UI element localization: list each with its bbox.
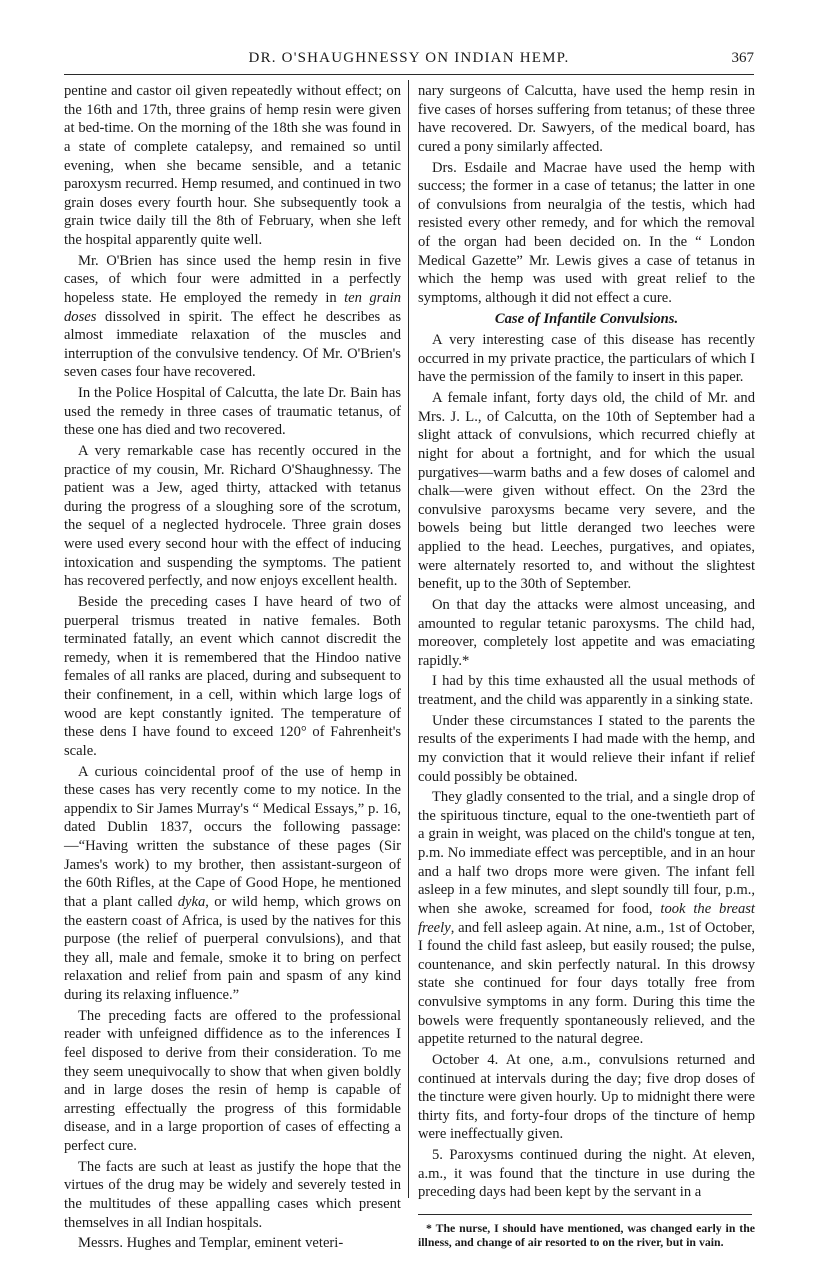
running-head: DR. O'SHAUGHNESSY ON INDIAN HEMP. — [248, 50, 570, 66]
paragraph-continued-case: pentine and castor oil given repeatedly without effect; on the 16th and 17th, three grains of hemp resin were given at bed-time. On the morning of the 18th she was found in a state of complete catalepsy, and remained so until evening, when she became sensible, and a tetanic paroxysm recurred. Hemp resumed, and continued in two grain doses every fourth hour. She subsequently took a grain twice daily till the 8th of February, when she left the hospital apparently quite well. — [64, 83, 401, 248]
paragraph-stated-to-parents: Under these circumstances I stated to the parents the results of the experiments I had made with the hemp, and my conviction that it would relieve their infant if relief could possibly be obtained. — [418, 712, 755, 785]
column-divider — [408, 80, 409, 1198]
paragraph-interesting-case: A very interesting case of this disease has recently occurred in my private practice, the particulars of which I have the permission of the family to insert in this paper. — [418, 332, 755, 386]
paragraph-remarkable-case: A very remarkable case has recently occured in the practice of my cousin, Mr. Richard O'Shaughnessy. The patient was a Jew, aged thirty, attacked with tetanus during the progress of a sloughing sore of the scrotum, the sequel of a neglected hydrocele. Three grain doses were used every second hour with the effect of inducing intoxication and suspending the symptoms. The patient has recovered perfectly, and now enjoys excellent health. — [64, 442, 401, 590]
left-column — [64, 82, 401, 1253]
page-number: 367 — [731, 50, 754, 66]
paragraph-veterinary-cont: nary surgeons of Calcutta, have used the hemp resin in five cases of horses suffering from tetanus; of these three have recovered. Dr. Sawyers, of the medical board, has cured a pony similarly affected. — [418, 83, 755, 155]
paragraph-obrien-cases: Mr. O'Brien has since used the hemp resin in five cases, of which four were admitted in a perfectly hopeless state. He employed the remedy in ten grain doses dissolved in spirit. The effect he describes as almost immediate relaxation of the muscles and interruption of the convulsive tendency. Of Mr. O'Brien's seven cases four have recovered. — [64, 252, 401, 381]
paragraph-female-infant: A female infant, forty days old, the child of Mr. and Mrs. J. L., of Calcutta, on the 10th of September had a slight attack of convulsions, which recurred chiefly at night for about a fortnight, and for which the usual purgatives—warm baths and a few doses of calomel and chalk—were given without effect. On the 23rd the convulsive paroxysms became very severe, and the bowels being but little deranged two leeches were applied to the head. Leeches, purgatives, and opiates, were alternately resorted to, and without the slightest benefit, up to the 30th of September. — [418, 390, 755, 593]
paragraph-preceding-facts: The preceding facts are offered to the professional reader with unfeigned diffidence as to the inferences I feel disposed to derive from their consideration. To me they seem unequivocally to show that when given boldly and in large doses the resin of hemp is capable of arresting effectually the progress of this formidable disease, and in a large proportion of cases of effecting a perfect cure. — [64, 1007, 401, 1154]
paragraph-attacks-unceasing: On that day the attacks were almost unceasing, and amounted to regular tetanic paroxysms. The child had, moreover, completely lost appetite and was emaciating rapidly.* — [418, 596, 755, 669]
paragraph-exhausted-methods: I had by this time exhausted all the usual methods of treatment, and the child was apparently in a sinking state. — [418, 673, 755, 708]
paragraph-veterinary-start: Messrs. Hughes and Templar, eminent veteri- — [78, 1235, 344, 1252]
paragraph-october-5: 5. Paroxysms continued during the night. At eleven, a.m., it was found that the tincture in use during the preceding days had been kept by the servant in a — [418, 1147, 755, 1201]
emphasis-dyka: dyka — [177, 893, 206, 910]
footnote-rule — [418, 1214, 752, 1215]
emphasis-took-the-breast: took the breast freely — [418, 900, 755, 936]
page-header — [64, 48, 754, 75]
paragraph-police-hospital: In the Police Hospital of Calcutta, the late Dr. Bain has used the remedy in three cases of traumatic tetanus, of these one has died and two recovered. — [64, 385, 401, 439]
footnote: * The nurse, I should have mentioned, was changed early in the illness, and change of air resorted to on the river, but in vain. — [418, 1220, 755, 1249]
paragraph-coincidental-proof: A curious coincidental proof of the use of hemp in these cases has very recently come to my notice. In the appendix to Sir James Murray's “ Medical Essays,” p. 16, dated Dublin 1837, occurs the following passage:—“Having written the substance of these pages (Sir James's work) to my brother, then assistant-surgeon of the 60th Rifles, at the Cape of Good Hope, he mentioned that a plant called dyka, or wild hemp, which grows on the eastern coast of Africa, is used by the natives for this purpose (the relief of puerperal convulsions), and that they all, male and female, smoke it to bring on perfect relaxation and relief from pain and spasm of any kind during its relaxing influence.” — [64, 763, 401, 1003]
right-column — [418, 82, 755, 1249]
paragraph-facts-hope: The facts are such at least as justify the hope that the virtues of the drug may be widely and severely tested in the multitudes of these appalling cases which present themselves in all Indian hospitals. — [64, 1158, 401, 1231]
paragraph-trial: They gladly consented to the trial, and a single drop of the spirituous tincture, equal to the one-twentieth part of a grain in weight, was placed on the child's tongue at ten, p.m. No immediate effect was perceptible, and in an hour and a half two drops more were given. The infant fell asleep in a few minutes, and slept soundly till four, p.m., when she awoke, screamed for food, took the breast freely, and fell asleep again. At nine, a.m., 1st of October, I found the child fast asleep, but easily roused; the pulse, countenance, and skin perfectly natural. In this drowsy state she continued for four days totally free from convulsive symptoms in any form. During this time the bowels were frequently spontaneously relieved, and the appetite returned to the natural degree. — [418, 789, 755, 1048]
paragraph-puerperal-trismus: Beside the preceding cases I have heard of two of puerperal trismus treated in native females. Both terminated fatally, an event which cannot discredit the remedy, when it is remembered that the Hindoo native females of all ranks are placed, during and subsequent to their confinement, in a cell, within which large logs of wood are kept constantly ignited. The temperature of these dens I have found to exceed 120° of Fahrenheit's scale. — [64, 593, 401, 759]
paragraph-october-4: October 4. At one, a.m., convulsions returned and continued at intervals during the day; five drop doses of the tincture were given hourly. Up to midnight there were thirty fits, and forty-four drops of the tincture of hemp were ineffectually given. — [418, 1051, 755, 1143]
section-heading: Case of Infantile Convulsions. — [494, 310, 679, 327]
emphasis-ten-grain-doses: ten grain doses — [64, 289, 401, 325]
paragraph-esdaile-macrae: Drs. Esdaile and Macrae have used the hemp with success; the former in a case of tetanus; the latter in one of convulsions from neuralgia of the testis, which had resisted every other remedy, and for which the removal of the organ had been decided on. In the “ London Medical Gazette” Mr. Lewis gives a case of tetanus in which the hemp was used with great relief to the symptoms, although it did not effect a cure. — [418, 159, 755, 306]
